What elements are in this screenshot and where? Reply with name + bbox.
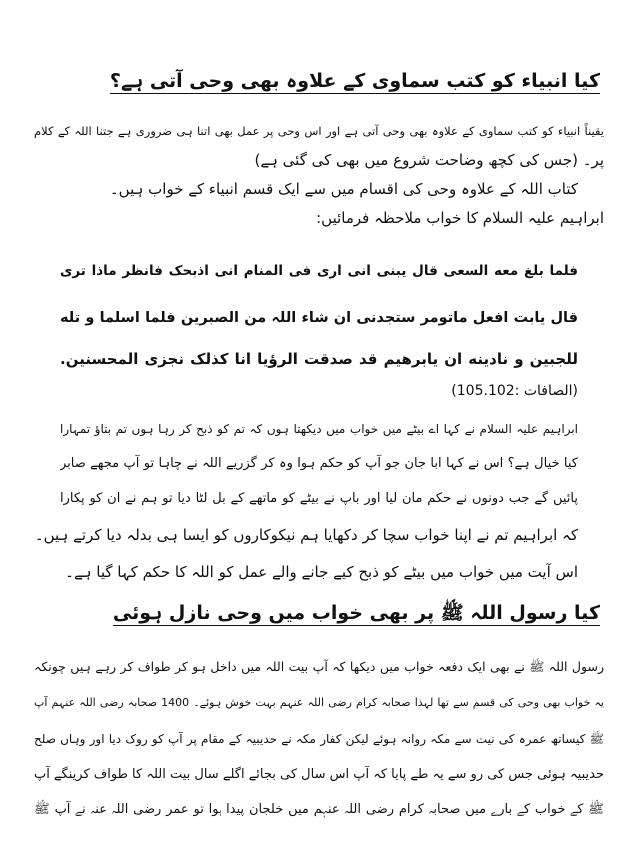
paragraph-line: یہ خواب بھی وحی کی قسم سے تھا لہذا صحابہ کرام رضی اللہ عنہم بہت خوش ہوئے۔ 1400 صحابہ رضی اللہ عنہم آپ bbox=[34, 696, 604, 709]
quran-reference: (الصافات :105.102) bbox=[451, 383, 578, 399]
paragraph-line: اس آیت میں خواب میں بیٹے کو ذبح کیے جانے والے عمل کو اللہ کا حکم کہا گیا ہے۔ bbox=[65, 563, 578, 581]
paragraph-line: کتاب اللہ کے علاوہ وحی کی اقسام میں سے ایک قسم انبیاء کے خواب ہیں۔ bbox=[109, 180, 578, 198]
translation-line: کیا خیال ہے؟ اس نے کہا ابا جان جو آپ کو حکم ہوا وہ کر گزریے اللہ نے چاہا تو آپ مجھے صابر bbox=[60, 456, 578, 471]
paragraph-line: حدیبیہ ہوئی جس کی رو سے یہ طے پایا کہ آپ اس سال کی بجائے اگلے سال بیت اللہ کا طواف کرینگے آپ bbox=[34, 767, 604, 782]
paragraph-line: رسول اللہ ﷺ نے بھی ایک دفعہ خواب میں دیکھا کہ آپ بیت اللہ میں داخل ہو کر طواف کر رہے ہیں چونکہ bbox=[34, 659, 604, 674]
translation-line: کہ ابراہیم تم نے اپنا خواب سچا کر دکھایا ہم نیکوکاروں کو ایسا ہی بدلہ دیا کرتے ہیں۔ bbox=[34, 526, 578, 544]
translation-line: پائیں گے جب دونوں نے حکم مان لیا اور باپ نے بیٹے کو ماتھے کے بل لٹا دیا تو ہم نے ان کو پکارا bbox=[60, 491, 578, 506]
quran-verse-line: فلما بلغ معه السعی قال یبنی انی اری فی المنام انی اذبحک فانظر ماذا تری bbox=[60, 263, 578, 279]
quran-verse-line: قال یابت افعل ماتومر ستجدنی ان شاء اللہ من الصبرین فلما اسلما و تله bbox=[60, 310, 578, 326]
heading-revelation-besides-books: کیا انبیاء کو کتب سماوی کے علاوہ بھی وحی آتی ہے؟ bbox=[109, 70, 600, 92]
heading-prophet-dream-revelation: کیا رسول اللہ ﷺ پر بھی خواب میں وحی نازل ہوئی bbox=[112, 602, 600, 624]
paragraph-line: یقیناً انبیاء کو کتب سماوی کے علاوہ بھی وحی آتی ہے اور اس وحی پر عمل بھی اتنا ہی ضروری ہے جتنا اللہ کے کلام bbox=[34, 124, 604, 138]
quran-verse-line: للجبین و نادینه ان یابرهیم قد صدقت الرؤیا انا کذلک نجزی المحسنین. bbox=[60, 350, 578, 368]
paragraph-line: پر۔ (جس کی کچھ وضاحت شروع میں بھی کی گئی ہے) bbox=[254, 151, 604, 169]
paragraph-line: ﷺ کیساتھ عمرہ کی نیت سے مکہ روانہ ہوئے لیکن کفار مکہ نے حدیبیہ کے مقام پر آپ کو روک دیا اور وہاں صلح bbox=[34, 732, 604, 746]
paragraph-line: ابراہیم علیہ السلام کا خواب ملاحظہ فرمائیں: bbox=[316, 209, 604, 227]
paragraph-line: ﷺ کے خواب کے بارے میں صحابہ کرام رضی اللہ عنہم میں خلجان پیدا ہوا تو عمر رضی اللہ عنہ نے آپ ﷺ bbox=[34, 802, 604, 817]
translation-line: ابراہیم علیہ السلام نے کہا اے بیٹے میں خواب میں دیکھتا ہوں کہ تم کو ذبح کر رہا ہوں تم بتاؤ تمہارا bbox=[60, 422, 578, 436]
